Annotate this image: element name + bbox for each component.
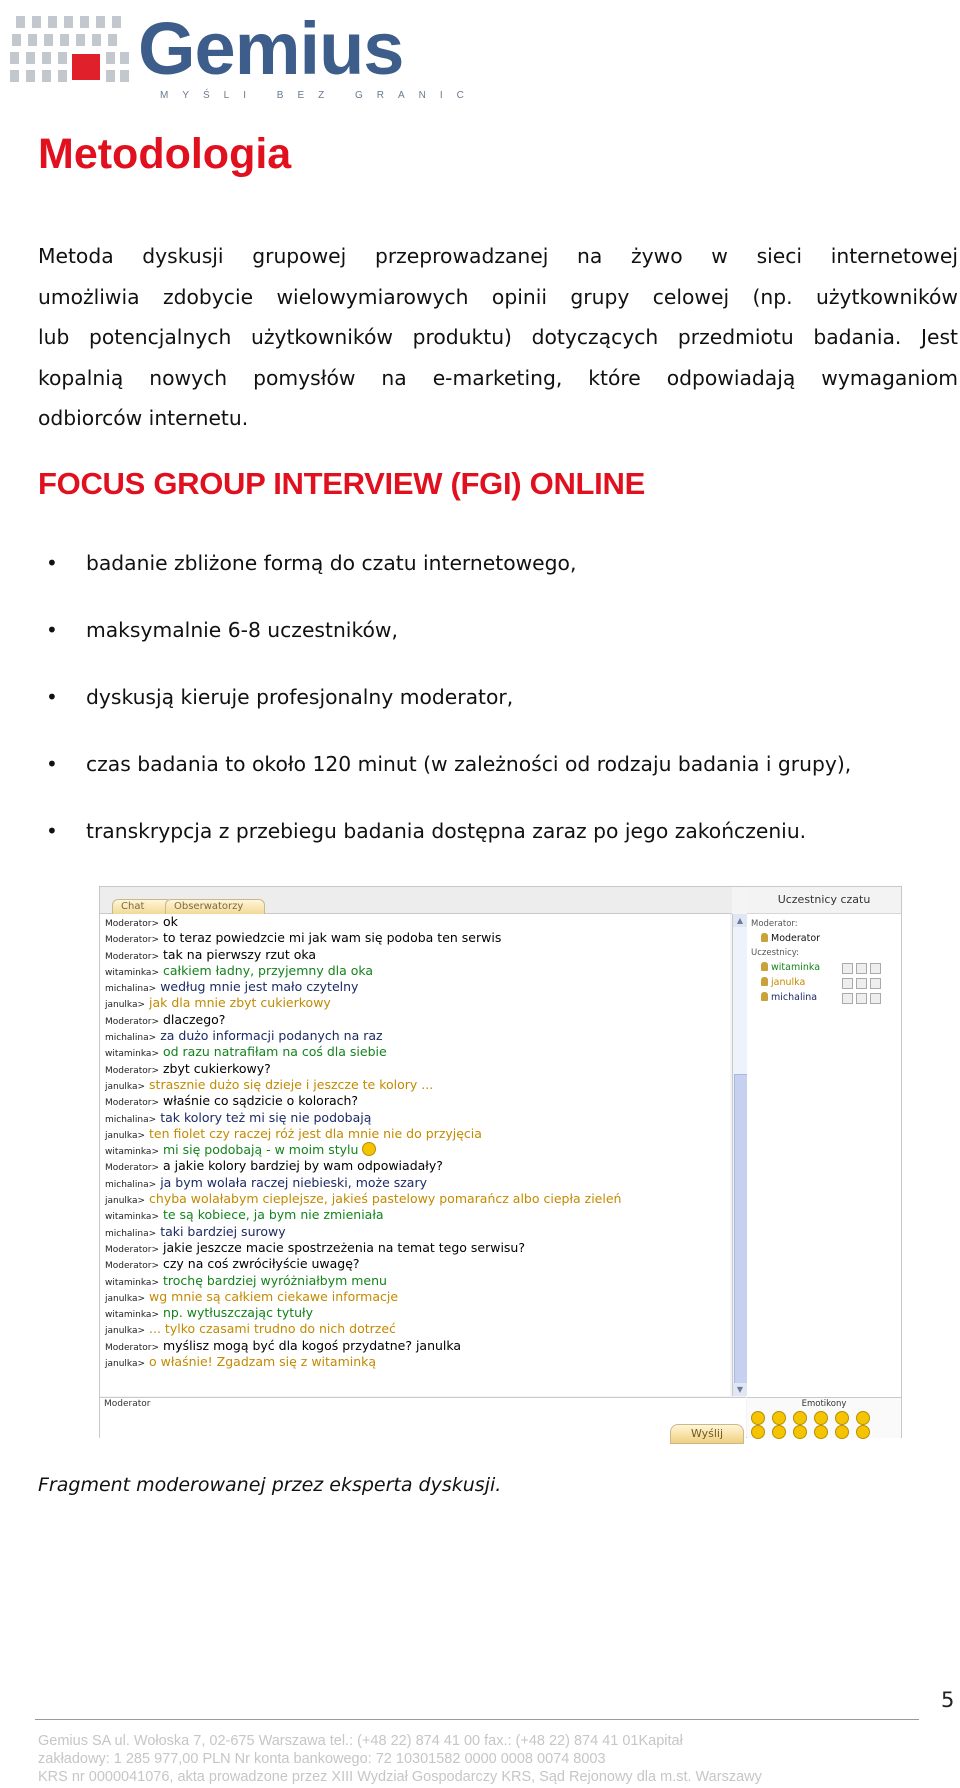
intro-line: umożliwia zdobycie wielowymiarowych opinii grupy celowej (np. użytkowników xyxy=(38,284,958,309)
chat-message xyxy=(100,1289,730,1305)
message-text: mi się podobają - w moim stylu xyxy=(162,1142,359,1158)
message-text: tak na pierwszy rzut oka xyxy=(163,946,317,962)
chat-message xyxy=(100,1354,730,1370)
message-nick: witaminka> xyxy=(105,1277,159,1288)
message-nick: witaminka> xyxy=(105,1049,159,1060)
message-text: tak kolory też mi się nie podobają xyxy=(160,1109,372,1125)
message-nick: Moderator> xyxy=(105,1065,160,1076)
message-text: strasznie dużo się dzieje i jeszcze te kolory ... xyxy=(149,1076,434,1092)
compose-label: Moderator xyxy=(104,1399,151,1409)
scroll-thumb[interactable] xyxy=(734,1074,748,1386)
message-text: czy na coś zwróciłyście uwagę? xyxy=(163,1256,360,1272)
message-text: te są kobiece, ja bym nie zmieniała xyxy=(162,1207,384,1223)
list-item: • transkrypcja z przebiegu badania dostępna zaraz po jego zakończeniu. xyxy=(38,816,851,883)
chat-message xyxy=(100,1077,730,1093)
list-item: • dyskusją kieruje profesjonalny moderator, xyxy=(38,682,851,749)
smiley-icon[interactable] xyxy=(856,1411,870,1425)
message-nick: janulka> xyxy=(105,1293,146,1304)
chat-message xyxy=(100,1126,730,1142)
message-nick: michalina> xyxy=(105,1114,157,1125)
user-icon xyxy=(761,933,768,942)
chat-message xyxy=(100,963,730,979)
chat-message xyxy=(100,1175,730,1191)
message-nick: michalina> xyxy=(105,1228,157,1239)
message-input[interactable] xyxy=(100,1397,746,1438)
participant-entry xyxy=(747,975,901,990)
chat-message xyxy=(100,1044,730,1060)
footer-line: zakładowy: 1 285 977,00 PLN Nr konta bankowego: 72 10301582 0000 0008 0074 8003 xyxy=(38,1751,606,1767)
chat-message xyxy=(100,1273,730,1289)
chat-message xyxy=(100,1110,730,1126)
page-number: 5 xyxy=(941,1688,955,1712)
message-text: trochę bardziej wyróżniałbym menu xyxy=(162,1272,387,1288)
message-nick: Moderator> xyxy=(105,1261,160,1272)
logo-tagline: MYŚLI BEZ GRANIC xyxy=(160,90,478,101)
chat-message xyxy=(100,1191,730,1207)
message-text: chyba wolałabym cieplejsze, jakieś pastelowy pomarańcz albo ciepła zieleń xyxy=(149,1191,622,1207)
message-nick: janulka> xyxy=(105,1000,146,1011)
message-nick: michalina> xyxy=(105,1033,157,1044)
chat-message xyxy=(100,1338,730,1354)
chat-message xyxy=(100,1240,730,1256)
list-item: • maksymalnie 6-8 uczestników, xyxy=(38,615,851,682)
message-text: myślisz mogą być dla kogoś przydatne? janulka xyxy=(163,1337,462,1353)
message-text: o właśnie! Zgadzam się z witaminką xyxy=(149,1354,377,1370)
chat-message xyxy=(100,914,730,930)
message-text: za dużo informacji podanych na raz xyxy=(160,1028,383,1044)
message-text: jak dla mnie zbyt cukierkowy xyxy=(149,995,331,1011)
chat-scrollbar[interactable] xyxy=(732,914,747,1396)
smiley-icon[interactable] xyxy=(814,1425,828,1439)
chat-message xyxy=(100,1158,730,1174)
participant-entry xyxy=(747,990,901,1005)
message-nick: Moderator> xyxy=(105,935,160,946)
chat-message xyxy=(100,947,730,963)
message-text: ja bym wolała raczej niebieski, może szary xyxy=(160,1174,428,1190)
footer-line: Gemius SA ul. Wołoska 7, 02-675 Warszawa tel.: (+48 22) 874 41 00 fax.: (+48 22) 874 41 01Kapitał xyxy=(38,1733,683,1749)
chat-message xyxy=(100,1256,730,1272)
chat-message xyxy=(100,995,730,1011)
smiley-icon[interactable] xyxy=(835,1425,849,1439)
message-nick: witaminka> xyxy=(105,967,159,978)
logo-red-square xyxy=(72,54,100,80)
chat-message xyxy=(100,1321,730,1337)
list-item: • badanie zbliżone formą do czatu internetowego, xyxy=(38,548,851,615)
message-text: ... tylko czasami trudno do nich dotrzeć xyxy=(149,1321,396,1337)
message-nick: janulka> xyxy=(105,1359,146,1370)
message-nick: michalina> xyxy=(105,984,157,995)
message-nick: michalina> xyxy=(105,1179,157,1190)
logo-wordmark: Gemius xyxy=(138,7,404,90)
smiley-icon[interactable] xyxy=(814,1411,828,1425)
intro-paragraph xyxy=(38,236,958,439)
chat-screenshot xyxy=(99,886,902,1438)
message-text: ten fiolet czy raczej róż jest dla mnie nie do przyjęcia xyxy=(149,1125,482,1141)
moderator-name: Moderator xyxy=(771,933,821,944)
participant-name: janulka xyxy=(771,977,806,988)
smiley-icon[interactable] xyxy=(751,1425,765,1439)
message-text: to teraz powiedzcie mi jak wam się podoba ten serwis xyxy=(163,930,502,946)
chat-message xyxy=(100,1061,730,1077)
message-nick: witaminka> xyxy=(105,1212,159,1223)
intro-line: Metoda dyskusji grupowej przeprowadzanej na żywo w sieci internetowej xyxy=(38,244,958,268)
user-icon xyxy=(761,992,768,1001)
section-title: FOCUS GROUP INTERVIEW (FGI) ONLINE xyxy=(38,466,645,501)
smiley-icon[interactable] xyxy=(835,1411,849,1425)
intro-line: odbiorców internetu. xyxy=(38,406,249,430)
message-nick: witaminka> xyxy=(105,1310,159,1321)
message-nick: Moderator> xyxy=(105,1016,160,1027)
footer-divider xyxy=(35,1719,919,1720)
participants-header: Uczestnicy czatu xyxy=(747,887,901,914)
emoticons-panel xyxy=(747,1397,901,1438)
chat-tab-bar xyxy=(100,887,732,914)
message-nick: Moderator> xyxy=(105,1098,160,1109)
intro-line: kopalnią nowych pomysłów na e-marketing, które odpowiadają wymaganiom xyxy=(38,365,958,390)
chat-message xyxy=(100,1305,730,1321)
message-text: całkiem ładny, przyjemny dla oka xyxy=(162,962,374,978)
message-text: dlaczego? xyxy=(163,1011,226,1027)
message-nick: witaminka> xyxy=(105,1147,159,1158)
participant-actions[interactable] xyxy=(839,993,881,1009)
chat-log xyxy=(100,914,730,1396)
user-icon xyxy=(761,962,768,971)
smiley-icon[interactable] xyxy=(856,1425,870,1439)
message-text: a jakie kolory bardziej by wam odpowiadały? xyxy=(163,1158,443,1174)
smiley-icon[interactable] xyxy=(772,1425,786,1439)
message-text: jakie jeszcze macie spostrzeżenia na temat tego serwisu? xyxy=(163,1239,525,1255)
page-title: Metodologia xyxy=(38,130,292,178)
smiley-icon[interactable] xyxy=(772,1411,786,1425)
message-text: zbyt cukierkowy? xyxy=(163,1060,271,1076)
footer xyxy=(38,1732,938,1786)
chat-message xyxy=(100,1028,730,1044)
moderator-entry xyxy=(747,931,901,946)
emoticon-row xyxy=(747,1410,901,1424)
smiley-icon[interactable] xyxy=(751,1411,765,1425)
chat-message xyxy=(100,1012,730,1028)
feature-list xyxy=(38,548,851,883)
chat-message xyxy=(100,930,730,946)
intro-line: lub potencjalnych użytkowników produktu) dotyczących przedmiotu badania. Jest xyxy=(38,325,958,349)
emoticon-row xyxy=(747,1424,901,1438)
participant-entry xyxy=(747,960,901,975)
message-nick: Moderator> xyxy=(105,1163,160,1174)
message-text: wg mnie są całkiem ciekawe informacje xyxy=(149,1288,399,1304)
scroll-down-icon[interactable]: ▼ xyxy=(733,1383,747,1396)
smiley-icon xyxy=(362,1142,376,1156)
participants-panel xyxy=(747,887,901,1397)
send-button[interactable]: Wyślij xyxy=(670,1424,744,1444)
chat-message xyxy=(100,1224,730,1240)
smiley-icon[interactable] xyxy=(793,1425,807,1439)
moderator-label: Moderator: xyxy=(751,919,798,929)
participant-name: michalina xyxy=(771,992,818,1003)
message-nick: Moderator> xyxy=(105,951,160,962)
smiley-icon[interactable] xyxy=(793,1411,807,1425)
emoticons-label: Emotikony xyxy=(801,1399,847,1409)
chat-message xyxy=(100,1142,730,1158)
participants-label: Uczestnicy: xyxy=(751,948,800,958)
chat-message xyxy=(100,979,730,995)
message-text: według mnie jest mało czytelny xyxy=(160,979,359,995)
company-logo xyxy=(10,7,478,108)
logo-grid-mark xyxy=(10,16,132,96)
tab-observers[interactable]: Obserwatorzy xyxy=(165,899,265,914)
message-nick: janulka> xyxy=(105,1196,146,1207)
tab-chat[interactable]: Chat xyxy=(112,899,172,914)
message-text: właśnie co sądzicie o kolorach? xyxy=(163,1093,359,1109)
figure-caption: Fragment moderowanej przez eksperta dyskusji. xyxy=(38,1474,502,1496)
message-nick: janulka> xyxy=(105,1326,146,1337)
scroll-up-icon[interactable]: ▲ xyxy=(733,914,747,927)
chat-message xyxy=(100,1093,730,1109)
user-icon xyxy=(761,977,768,986)
list-item: • czas badania to około 120 minut (w zależności od rodzaju badania i grupy), xyxy=(38,749,851,816)
participant-name: witaminka xyxy=(771,962,821,973)
message-text: od razu natrafiłam na coś dla siebie xyxy=(162,1044,387,1060)
message-text: np. wytłuszczając tytuły xyxy=(162,1305,314,1321)
footer-line: KRS nr 0000041076, akta prowadzone przez XIII Wydział Gospodarczy KRS, Sąd Rejonowy dla m.st. Warszawy xyxy=(38,1769,762,1785)
chat-message xyxy=(100,1207,730,1223)
message-text: ok xyxy=(163,914,178,929)
message-nick: Moderator> xyxy=(105,1342,160,1353)
message-nick: Moderator> xyxy=(105,919,160,929)
message-nick: Moderator> xyxy=(105,1244,160,1255)
message-nick: janulka> xyxy=(105,1130,146,1141)
message-nick: janulka> xyxy=(105,1081,146,1092)
message-text: taki bardziej surowy xyxy=(160,1223,286,1239)
